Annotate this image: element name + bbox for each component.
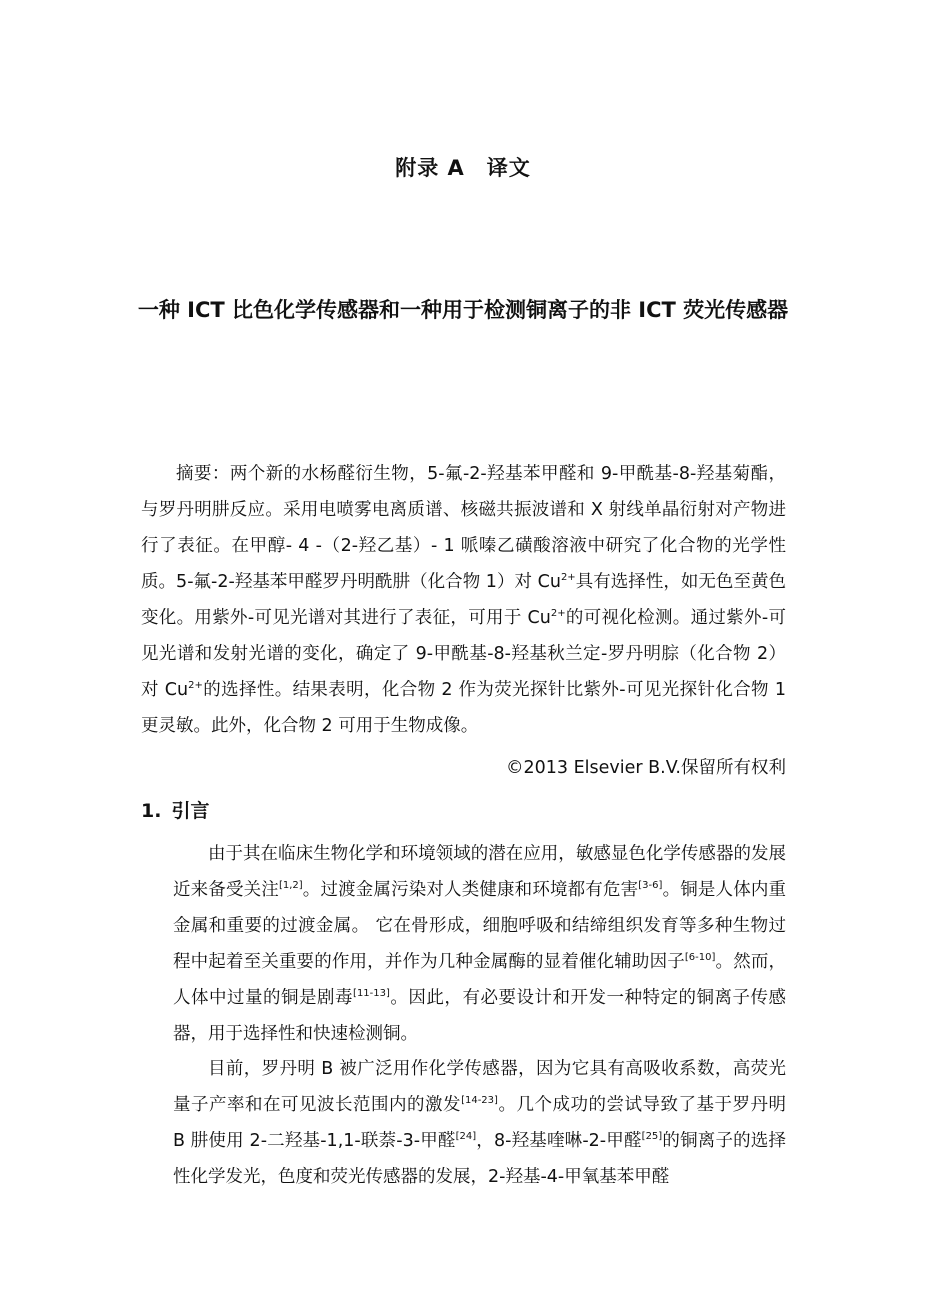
cu-charge-3: 2+ — [188, 680, 203, 691]
copyright-notice: ©2013 Elsevier B.V.保留所有权利 — [506, 758, 786, 778]
citation-ref: [1,2] — [278, 880, 303, 891]
intro-p1-text-2: 。过渡金属污染对人类健康和环境都有危害 — [302, 880, 639, 900]
section-title: 引言 — [171, 800, 210, 822]
paper-title: 一种 ICT 比色化学传感器和一种用于检测铜离子的非 ICT 荧光传感器 — [137, 298, 789, 322]
intro-p1-text-4: 。然而，人体中过量的铜是剧毒 — [173, 952, 787, 1008]
abstract-text-4: 的选择性。结果表明，化合物 2 作为荧光探针比紫外-可见光探针化合物 1 更灵敏。此外，化合物 2 可用于生物成像。 — [141, 680, 786, 736]
intro-paragraph-1 — [173, 836, 786, 1052]
intro-p2-text-1: 目前，罗丹明 B 被广泛用作化学传感器，因为它具有高吸收系数，高荧光量子产率和在可见波长范围内的激发 — [173, 1059, 786, 1115]
appendix-label: 附录 A — [395, 156, 465, 180]
intro-p2-text-4: 的铜离子的选择性化学发光，色度和荧光传感器的发展，2-羟基-4-甲氧基苯甲醛 — [173, 1131, 786, 1187]
citation-ref: [3-6] — [638, 880, 663, 891]
intro-paragraph-2 — [173, 1051, 786, 1195]
cu-charge-1: 2+ — [560, 572, 576, 583]
citation-ref: [6-10] — [684, 952, 716, 963]
cu-charge-2: 2+ — [550, 608, 566, 619]
intro-p2-text-3: ，8-羟基喹啉-2-甲醛 — [476, 1131, 642, 1151]
citation-ref: [11-13] — [353, 988, 390, 999]
citation-ref: [25] — [641, 1131, 663, 1142]
abstract-text-1: 摘要：两个新的水杨醛衍生物，5-氟-2-羟基苯甲醛和 9-甲酰基-8-羟基菊酯，与罗丹明肼反应。采用电喷雾电离质谱、核磁共振波谱和 X 射线单晶衍射对产物进行了表征。在甲醇- 4 -（2-羟乙基）- 1 哌嗪乙磺酸溶液中研究了化合物的光学性质。5-氟-2-羟基苯甲醛罗丹明酰肼（化合物 1）对 Cu — [141, 464, 786, 592]
intro-p2-text-2: 。几个成功的尝试导致了基于罗丹明 B 肼使用 2-二羟基-1,1-联萘-3-甲醛 — [173, 1095, 786, 1151]
intro-p1-text-1: 由于其在临床生物化学和环境领域的潜在应用，敏感显色化学传感器的发展近来备受关注 — [173, 844, 786, 900]
abstract-paragraph — [141, 456, 786, 744]
intro-p1-text-5: 。因此，有必要设计和开发一种特定的铜离子传感器，用于选择性和快速检测铜。 — [173, 988, 787, 1044]
appendix-heading — [0, 152, 926, 182]
intro-p1-text-3: 。铜是人体内重金属和重要的过渡金属。 它在骨形成，细胞呼吸和结缔组织发育等多种生物过程中起着至关重要的作用，并作为几种金属酶的显着催化辅助因子 — [173, 880, 787, 972]
section-heading-introduction — [141, 796, 209, 826]
appendix-title: 译文 — [486, 156, 531, 180]
abstract-text-2: 具有选择性，如无色至黄色变化。用紫外-可见光谱对其进行了表征，可用于 Cu — [141, 572, 787, 628]
section-number: 1. — [141, 800, 162, 822]
citation-ref: [14-23] — [461, 1095, 498, 1106]
abstract-text-3: 的可视化检测。通过紫外-可见光谱和发射光谱的变化，确定了 9-甲酰基-8-羟基秋兰定-罗丹明腙（化合物 2）对 Cu — [141, 608, 786, 700]
citation-ref: [24] — [455, 1131, 477, 1142]
